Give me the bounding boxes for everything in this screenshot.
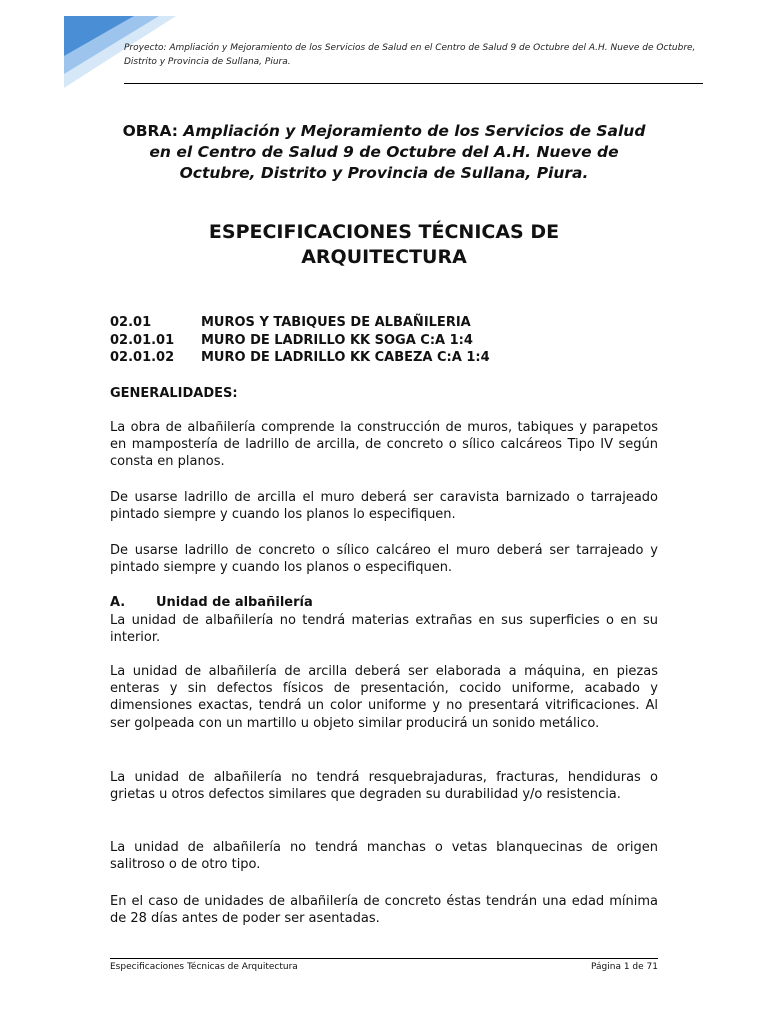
header-divider [124,83,703,84]
footer-page-number: Página 1 de 71 [591,962,658,972]
obra-value: Ampliación y Mejoramiento de los Servicios de Salud en el Centro de Salud 9 de Octubre del A.H. Nueve de Octubre, Distrito y Provincia de Sullana, Piura. [149,122,646,182]
body-paragraph: La unidad de albañilería de arcilla deberá ser elaborada a máquina, en piezas enteras y sin defectos físicos de presentación, cocido uniforme, acabado y dimensiones exactas, tendrá un color uniforme y no presentará vitrificaciones. Al ser golpeada con un martillo u objeto similar producirá un sonido metálico. [110,664,658,731]
section-a-title: Unidad de albañilería [156,595,313,610]
obra-heading [110,121,658,184]
section-a-heading [110,594,313,611]
section-a-letter: A. [110,595,126,610]
body-paragraph: La unidad de albañilería no tendrá resquebrajaduras, fracturas, hendiduras o grietas u otros defectos similares que degraden su durabilidad y/o resistencia. [110,770,658,803]
header-project-text: Proyecto: Ampliación y Mejoramiento de los Servicios de Salud en el Centro de Salud 9 de Octubre del A.H. Nueve de Octubre, Distrito y Provincia de Sullana, Piura. [124,43,696,67]
item-code-text: MURO DE LADRILLO KK SOGA C:A 1:4 [201,332,473,348]
item-code-number: 02.01 [110,315,152,330]
body-paragraph: De usarse ladrillo de concreto o sílico calcáreo el muro deberá ser tarrajeado y pintado siempre y cuando los planos o especifiquen. [110,543,658,576]
body-paragraph: En el caso de unidades de albañilería de concreto éstas tendrán una edad mínima de 28 días antes de poder ser asentadas. [110,894,658,927]
page-title-line2: ARQUITECTURA [301,246,467,268]
item-code-list [110,314,490,367]
item-code-row [110,314,490,332]
obra-label: OBRA: [122,122,178,140]
generalidades-heading: GENERALIDADES: [110,386,238,401]
page-title [110,220,658,270]
item-code-row [110,332,490,350]
body-paragraph: La unidad de albañilería no tendrá materias extrañas en sus superficies o en su interior. [110,613,658,646]
footer-divider [110,958,658,959]
item-code-text: MUROS Y TABIQUES DE ALBAÑILERIA [201,315,471,330]
footer-document-title: Especificaciones Técnicas de Arquitectura [110,962,298,972]
page-title-line1: ESPECIFICACIONES TÉCNICAS DE [208,221,560,243]
body-paragraph: De usarse ladrillo de arcilla el muro deberá ser caravista barnizado o tarrajeado pintado siempre y cuando los planos lo especifiquen. [110,490,658,523]
item-code-number: 02.01.02 [110,350,175,365]
item-code-row [110,349,490,367]
item-code-text: MURO DE LADRILLO KK CABEZA C:A 1:4 [201,350,490,365]
body-paragraph: La obra de albañilería comprende la construcción de muros, tabiques y parapetos en mampostería de ladrillo de arcilla, de concreto o sílico calcáreos Tipo IV según consta en planos. [110,420,658,470]
item-code-number: 02.01.01 [110,332,175,348]
body-paragraph: La unidad de albañilería no tendrá manchas o vetas blanquecinas de origen salitroso o de otro tipo. [110,840,658,873]
